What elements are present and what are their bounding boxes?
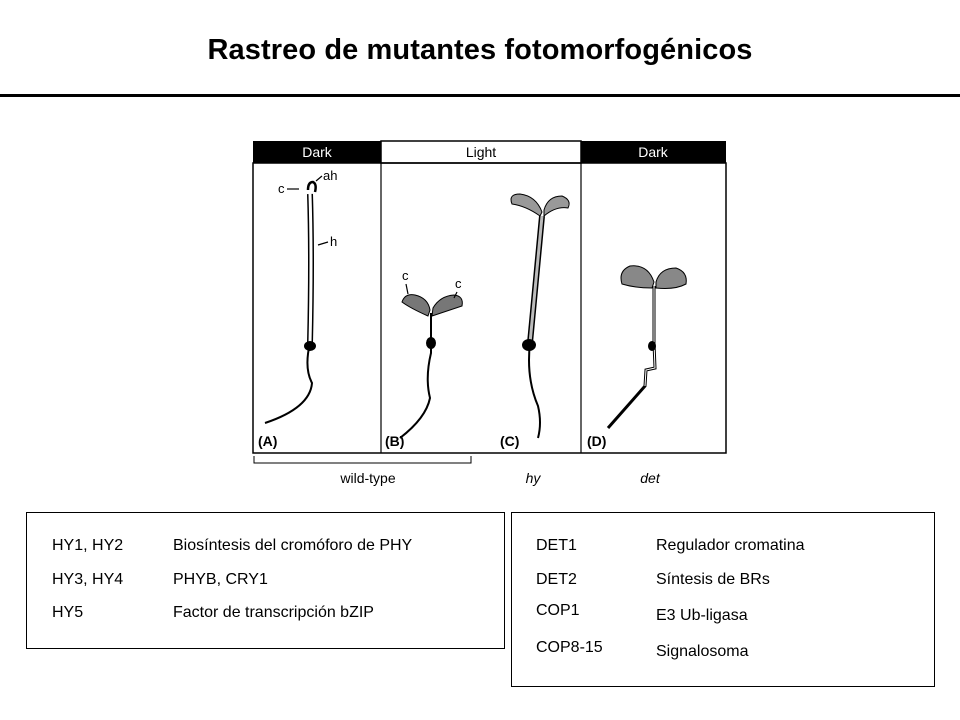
header-dark-right-label: Dark [638, 144, 668, 160]
det-gene-4: COP8-15 [536, 639, 603, 656]
det-gene-1: DET1 [536, 537, 577, 554]
hy-function-3: Factor de transcripción bZIP [173, 604, 374, 621]
panel-label-b: (B) [385, 433, 405, 449]
hy-gene-2: HY3, HY4 [52, 571, 124, 588]
label-h-a: h [330, 234, 338, 249]
header-light-label: Light [465, 144, 497, 160]
det-function-3: E3 Ub-ligasa [656, 607, 748, 624]
det-function-2: Síntesis de BRs [656, 571, 770, 588]
seedling-a [265, 182, 316, 423]
seedling-b [400, 295, 462, 438]
arrow-h-a [318, 242, 328, 245]
seedling-d [608, 266, 686, 428]
panel-label-a: (A) [258, 433, 278, 449]
arrow-c-b1 [406, 284, 408, 294]
hy-gene-3: HY5 [52, 604, 84, 621]
group-label-wild-type: wild-type [340, 470, 396, 486]
label-c-b2: c [455, 276, 462, 291]
det-function-4: Signalosoma [656, 643, 749, 660]
header-dark-left-label: Dark [302, 144, 332, 160]
label-c-b1: c [402, 268, 409, 283]
det-gene-3: COP1 [536, 602, 580, 619]
group-label-det: det [640, 470, 660, 486]
panel-label-c: (C) [500, 433, 520, 449]
hy-mutants-box [26, 512, 505, 649]
seedling-figure [250, 138, 730, 490]
seed-b [426, 337, 436, 349]
slide-title: Rastreo de mutantes fotomorfogénicos [207, 34, 753, 66]
seed-d [648, 341, 656, 351]
det-cop-mutants-box [511, 512, 935, 687]
wild-type-bracket [254, 456, 471, 463]
det-function-1: Regulador cromatina [656, 537, 805, 554]
seedling-c [511, 194, 569, 438]
title-divider [0, 94, 960, 97]
label-ah-a: ah [323, 168, 338, 183]
det-gene-2: DET2 [536, 571, 577, 588]
panel-label-d: (D) [587, 433, 607, 449]
seed-a [304, 341, 316, 351]
hy-gene-1: HY1, HY2 [52, 537, 124, 554]
label-c-a: c [278, 181, 285, 196]
group-label-hy: hy [525, 470, 541, 486]
hy-function-1: Biosíntesis del cromóforo de PHY [173, 537, 413, 554]
seed-c [522, 339, 536, 351]
hy-function-2: PHYB, CRY1 [173, 571, 268, 588]
arrow-ah-a [316, 176, 322, 181]
